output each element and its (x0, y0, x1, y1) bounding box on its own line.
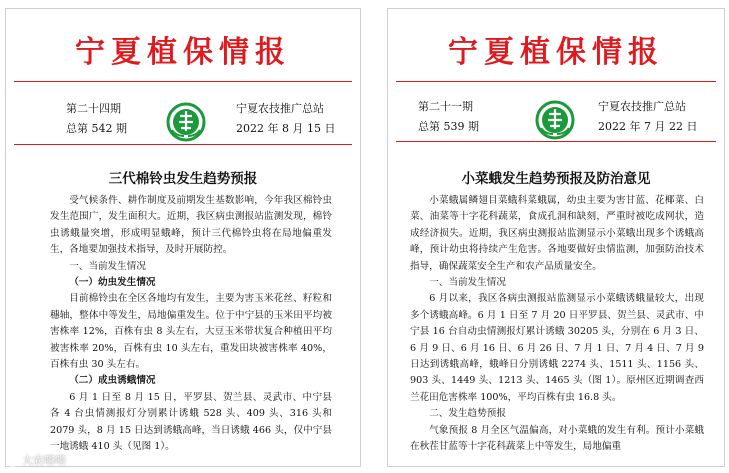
section-heading: 二、发生趋势预报 (429, 408, 506, 420)
watermark (6, 452, 66, 468)
publisher-block (598, 97, 697, 137)
total-issue-number: 总第 542 期 (66, 122, 127, 135)
masthead-divider (14, 81, 352, 82)
publish-date: 2022 年 7 月 22 日 (598, 120, 698, 133)
plant-protection-emblem-icon (535, 100, 575, 140)
plant-protection-emblem-icon (166, 102, 206, 142)
issue-number: 第二十一期 (418, 100, 473, 113)
bulletin-page-right (387, 8, 725, 467)
issue-block (66, 99, 127, 139)
article-title: 三代棉铃虫发生趋势预报 (108, 171, 258, 187)
section-heading: （一）幼虫发生情况 (69, 277, 156, 289)
article-body (50, 193, 332, 456)
masthead-divider (396, 81, 716, 82)
issue-block (418, 97, 479, 137)
masthead-title: 宁夏植保情报 (448, 35, 664, 70)
section-heading: （二）成虫诱蛾情况 (69, 375, 156, 387)
bulletin-page-left (5, 8, 361, 467)
body-paragraph: 6 月 1 日至 8 月 15 日，平罗县、贺兰县、灵武市、中宁县各 4 台虫情测报灯分别累计诱蛾 528 头、409 头、316 头和 2079 头，8 月 15 日达到诱蛾高峰，当日诱蛾 466 头，仅中宁县一地诱蛾 410 头（见图 1）。 (50, 391, 332, 453)
header-divider (396, 141, 716, 142)
body-paragraph: 6 月以来，我区各病虫测报站监测显示小菜蛾诱蛾量较大，出现多个诱蛾高峰。6 月 1 日至 7 月 20 日平罗县、贺兰县、灵武市、中宁县 16 台自动虫情测报灯累计诱蛾 30205 头，分别在 6 月 3 日、6 月 9 日、6 月 16 日、6 月 26 日、7 月 1 日、7 月 4 日、7 月 9 日达到诱蛾高峰，蛾峰日分别诱蛾 2274 头、1511 头、1156 头、903 头、1449 头、1213 头、1465 头（图 1）。原州区近期调查西兰花田危害株率 100%，平均百株有虫 16.8 头。 (410, 293, 704, 403)
watermark-text: 大农嗒嗒 (22, 454, 66, 467)
body-paragraph: 小菜蛾属鳞翅目菜蛾科菜蛾属，幼虫主要为害甘蓝、花椰菜、白菜、油菜等十字花科蔬菜，食成孔洞和缺刻，严重时被吃成网状，造成经济损失。近期，我区病虫测报站监测显示小菜蛾出现多个诱蛾高峰，预计幼虫将持续产生危害。各地要做好虫情监测，加强防治技术指导，确保蔬菜安全生产和农产品质量安全。 (410, 195, 704, 272)
masthead-title: 宁夏植保情报 (75, 35, 291, 70)
header-divider (14, 144, 352, 145)
body-paragraph: 气象预报 8 月全区气温偏高，对小菜蛾的发生有利。预计小菜蛾在秋茬甘蓝等十字花科蔬菜上中等发生，局地偏重 (410, 424, 704, 453)
watermark-logo-icon (6, 454, 19, 467)
section-heading: 一、当前发生情况 (429, 277, 506, 289)
total-issue-number: 总第 539 期 (418, 120, 479, 133)
body-paragraph: 目前棉铃虫在全区各地均有发生，主要为害玉米花丝、籽粒和穗轴，整体中等发生，局地偏重发生。位于中宁县的玉米田平均被害株率 12%，百株有虫 8 头左右，大豆玉米带状复合种植田平均被害株率 20%，百株有虫 10 头左右，重发田块被害株率 40%，百株有虫 30 头左右。 (50, 293, 332, 371)
publisher-name: 宁夏农技推广总站 (598, 100, 686, 113)
publish-date: 2022 年 8 月 15 日 (236, 122, 336, 135)
article-title: 小菜蛾发生趋势预报及防治意见 (461, 171, 651, 187)
article-body (410, 193, 704, 456)
body-paragraph: 受气候条件、耕作制度及前期发生基数影响，今年我区棉铃虫发生范围广，发生面积大。近期，我区病虫测报站监测发现，棉铃虫诱蛾量突增，形成明显蛾峰，预计三代棉铃虫将在局地偏重发生，各地要加强技术指导，及时开展防控。 (50, 195, 332, 256)
publisher-block (236, 99, 335, 139)
issue-number: 第二十四期 (66, 102, 121, 115)
section-heading: 一、当前发生情况 (69, 260, 146, 272)
publisher-name: 宁夏农技推广总站 (236, 102, 324, 115)
